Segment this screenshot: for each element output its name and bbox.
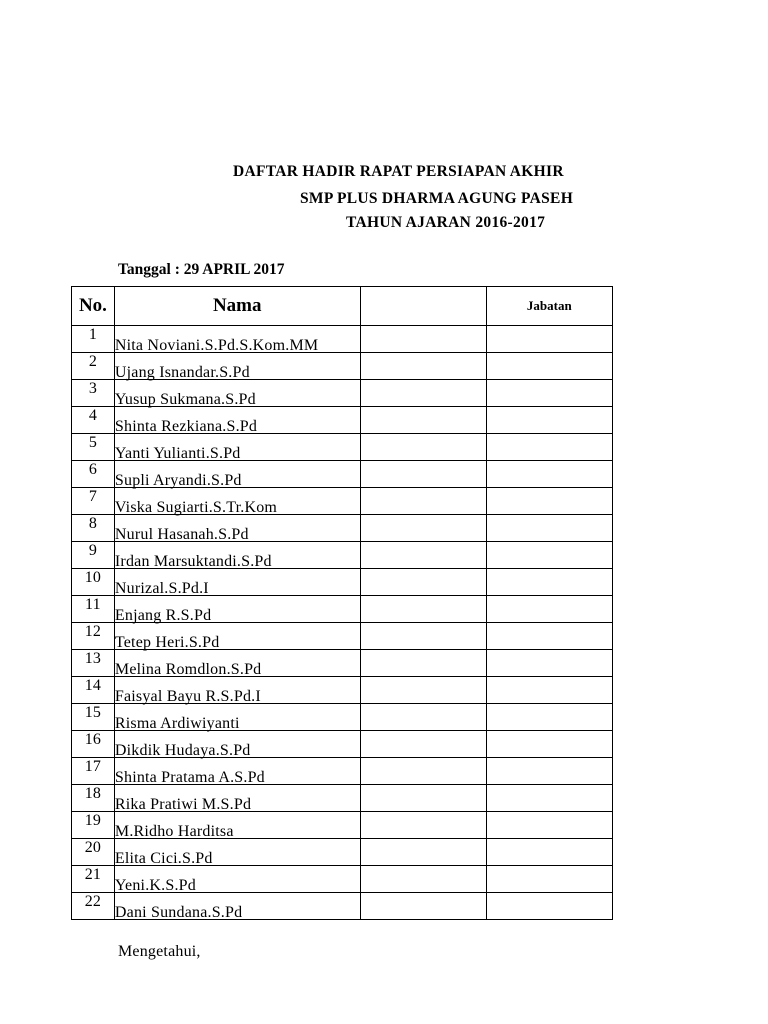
table-row <box>72 812 613 839</box>
table-row <box>72 353 613 380</box>
row-jabatan-cell <box>486 731 612 758</box>
row-number: 21 <box>72 866 115 893</box>
table-row <box>72 326 613 353</box>
row-number: 14 <box>72 677 115 704</box>
row-number: 22 <box>72 893 115 920</box>
row-blank-cell <box>360 677 486 704</box>
row-name-cell <box>114 515 360 542</box>
table-row <box>72 758 613 785</box>
attendance-table <box>71 286 613 920</box>
table-row <box>72 704 613 731</box>
row-name: Dikdik Hudaya.S.Pd <box>114 742 251 759</box>
row-number: 11 <box>72 596 115 623</box>
row-blank-cell <box>360 893 486 920</box>
acknowledged-label: Mengetahui, <box>118 943 201 960</box>
row-name-cell <box>114 353 360 380</box>
row-name-cell <box>114 461 360 488</box>
row-name: Nurul Hasanah.S.Pd <box>114 526 249 543</box>
row-name: Ujang Isnandar.S.Pd <box>114 364 250 381</box>
row-jabatan-cell <box>486 380 612 407</box>
row-jabatan-cell <box>486 434 612 461</box>
row-blank-cell <box>360 407 486 434</box>
column-header-nama: Nama <box>114 287 360 326</box>
table-row <box>72 461 613 488</box>
row-jabatan-cell <box>486 596 612 623</box>
table-row <box>72 650 613 677</box>
row-name-cell <box>114 812 360 839</box>
row-number: 12 <box>72 623 115 650</box>
column-header-no: No. <box>72 287 115 326</box>
row-jabatan-cell <box>486 542 612 569</box>
document-title: DAFTAR HADIR RAPAT PERSIAPAN AKHIR <box>233 163 564 180</box>
row-name: Melina Romdlon.S.Pd <box>114 661 262 678</box>
row-number: 6 <box>72 461 115 488</box>
row-blank-cell <box>360 461 486 488</box>
row-name-cell <box>114 326 360 353</box>
row-jabatan-cell <box>486 515 612 542</box>
table-body <box>72 326 613 920</box>
row-number: 3 <box>72 380 115 407</box>
row-name: M.Ridho Harditsa <box>114 823 234 840</box>
row-number: 16 <box>72 731 115 758</box>
row-jabatan-cell <box>486 569 612 596</box>
row-number: 4 <box>72 407 115 434</box>
row-jabatan-cell <box>486 758 612 785</box>
row-number: 7 <box>72 488 115 515</box>
row-name-cell <box>114 542 360 569</box>
table-row <box>72 569 613 596</box>
row-name-cell <box>114 380 360 407</box>
row-name: Yeni.K.S.Pd <box>114 877 196 894</box>
row-name: Tetep Heri.S.Pd <box>114 634 220 651</box>
table-header-row <box>72 287 613 326</box>
row-jabatan-cell <box>486 650 612 677</box>
row-blank-cell <box>360 434 486 461</box>
row-jabatan-cell <box>486 623 612 650</box>
row-name-cell <box>114 407 360 434</box>
row-name-cell <box>114 893 360 920</box>
row-blank-cell <box>360 542 486 569</box>
row-number: 2 <box>72 353 115 380</box>
row-name-cell <box>114 731 360 758</box>
row-name-cell <box>114 704 360 731</box>
row-name: Yusup Sukmana.S.Pd <box>114 391 256 408</box>
table-row <box>72 731 613 758</box>
academic-year: TAHUN AJARAN 2016-2017 <box>346 214 546 231</box>
row-jabatan-cell <box>486 488 612 515</box>
row-name: Elita Cici.S.Pd <box>114 850 213 867</box>
row-number: 18 <box>72 785 115 812</box>
row-number: 20 <box>72 839 115 866</box>
column-header-jabatan: Jabatan <box>486 287 612 326</box>
row-jabatan-cell <box>486 866 612 893</box>
table-row <box>72 839 613 866</box>
row-name: Shinta Rezkiana.S.Pd <box>114 418 258 435</box>
row-blank-cell <box>360 488 486 515</box>
row-name-cell <box>114 785 360 812</box>
row-number: 17 <box>72 758 115 785</box>
row-jabatan-cell <box>486 407 612 434</box>
table-row <box>72 515 613 542</box>
row-name: Rika Pratiwi M.S.Pd <box>114 796 252 813</box>
row-number: 9 <box>72 542 115 569</box>
row-name: Faisyal Bayu R.S.Pd.I <box>114 688 261 705</box>
row-jabatan-cell <box>486 785 612 812</box>
school-name: SMP PLUS DHARMA AGUNG PASEH <box>300 190 574 207</box>
row-name: Dani Sundana.S.Pd <box>114 904 243 921</box>
row-blank-cell <box>360 839 486 866</box>
table-row <box>72 677 613 704</box>
row-number: 1 <box>72 326 115 353</box>
row-name-cell <box>114 650 360 677</box>
table-row <box>72 596 613 623</box>
table-row <box>72 488 613 515</box>
row-name-cell <box>114 866 360 893</box>
row-blank-cell <box>360 569 486 596</box>
row-number: 13 <box>72 650 115 677</box>
row-jabatan-cell <box>486 812 612 839</box>
row-jabatan-cell <box>486 704 612 731</box>
table-row <box>72 866 613 893</box>
row-number: 19 <box>72 812 115 839</box>
row-blank-cell <box>360 326 486 353</box>
row-name: Supli Aryandi.S.Pd <box>114 472 242 489</box>
row-name-cell <box>114 623 360 650</box>
row-name-cell <box>114 677 360 704</box>
table-row <box>72 785 613 812</box>
row-blank-cell <box>360 380 486 407</box>
table-row <box>72 623 613 650</box>
row-number: 15 <box>72 704 115 731</box>
row-name-cell <box>114 758 360 785</box>
row-name: Yanti Yulianti.S.Pd <box>114 445 241 462</box>
row-blank-cell <box>360 353 486 380</box>
row-blank-cell <box>360 515 486 542</box>
row-name-cell <box>114 434 360 461</box>
row-blank-cell <box>360 866 486 893</box>
row-name: Nita Noviani.S.Pd.S.Kom.MM <box>114 337 319 354</box>
row-blank-cell <box>360 704 486 731</box>
row-blank-cell <box>360 812 486 839</box>
table-row <box>72 407 613 434</box>
row-blank-cell <box>360 650 486 677</box>
row-name-cell <box>114 488 360 515</box>
row-name: Enjang R.S.Pd <box>114 607 212 624</box>
row-name: Irdan Marsuktandi.S.Pd <box>114 553 272 570</box>
row-name: Nurizal.S.Pd.I <box>114 580 209 597</box>
row-blank-cell <box>360 785 486 812</box>
column-header-blank <box>360 287 486 326</box>
row-name-cell <box>114 569 360 596</box>
row-number: 5 <box>72 434 115 461</box>
table-row <box>72 380 613 407</box>
row-number: 10 <box>72 569 115 596</box>
row-jabatan-cell <box>486 353 612 380</box>
row-name: Risma Ardiwiyanti <box>114 715 240 732</box>
row-name: Shinta Pratama A.S.Pd <box>114 769 265 786</box>
row-jabatan-cell <box>486 677 612 704</box>
row-jabatan-cell <box>486 461 612 488</box>
row-blank-cell <box>360 596 486 623</box>
table-row <box>72 893 613 920</box>
row-name-cell <box>114 596 360 623</box>
row-jabatan-cell <box>486 893 612 920</box>
table-row <box>72 542 613 569</box>
row-number: 8 <box>72 515 115 542</box>
row-blank-cell <box>360 623 486 650</box>
row-blank-cell <box>360 731 486 758</box>
row-name: Viska Sugiarti.S.Tr.Kom <box>114 499 278 516</box>
meeting-date: Tanggal : 29 APRIL 2017 <box>118 261 285 278</box>
row-jabatan-cell <box>486 326 612 353</box>
row-jabatan-cell <box>486 839 612 866</box>
table-row <box>72 434 613 461</box>
row-blank-cell <box>360 758 486 785</box>
row-name-cell <box>114 839 360 866</box>
